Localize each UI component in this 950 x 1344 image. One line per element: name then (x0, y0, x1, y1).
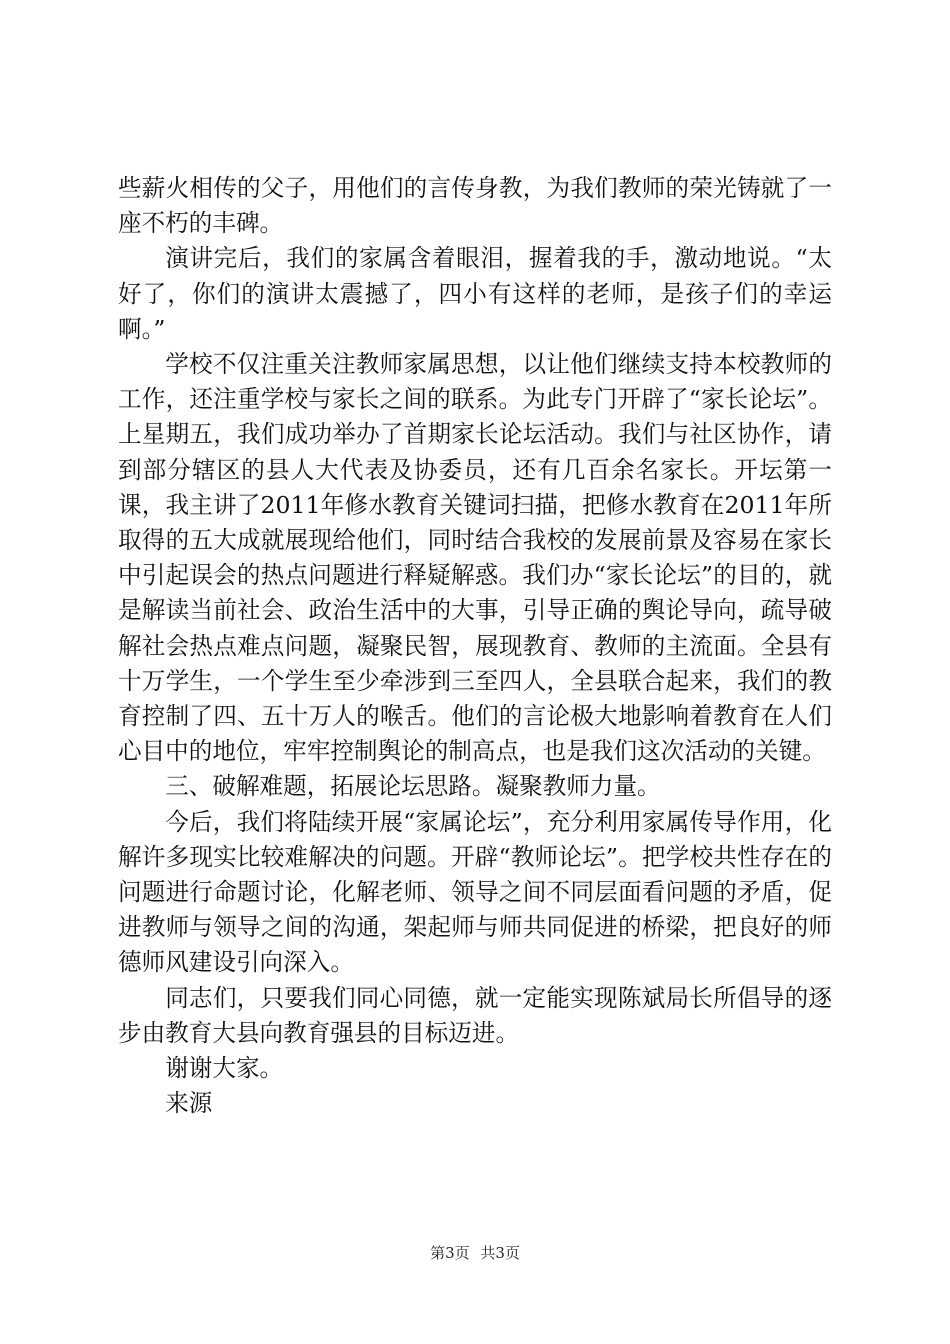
paragraph-3: 学校不仅注重关注教师家属思想，以让他们继续支持本校教师的工作，还注重学校与家长之间的联系。为此专门开辟了“家长论坛”。上星期五，我们成功举办了首期家长论坛活动。我们与社区协作，请到部分辖区的县人大代表及协委员，还有几百余名家长。开坛第一课，我主讲了2011年修水教育关键词扫描，把修水教育在2011年所取得的五大成就展现给他们，同时结合我校的发展前景及容易在家长中引起误会的热点问题进行释疑解惑。我们办“家长论坛”的目的，就是解读当前社会、政治生活中的大事，引导正确的舆论导向，疏导破解社会热点难点问题，凝聚民智，展现教育、教师的主流面。全县有十万学生，一个学生至少牵涉到三至四人，全县联合起来，我们的教育控制了四、五十万人的喉舌。他们的言论极大地影响着教育在人们心目中的地位，牢牢控制舆论的制高点，也是我们这次活动的关键。 (118, 350, 832, 766)
paragraph-4: 今后，我们将陆续开展“家属论坛”，充分利用家属传导作用，化解许多现实比较难解决的问题。开辟“教师论坛”。把学校共性存在的问题进行命题讨论，化解老师、领导之间不同层面看问题的矛盾，促进教师与领导之间的沟通，架起师与师共同促进的桥梁，把良好的师德师风建设引向深入。 (118, 807, 832, 977)
section-heading: 三、破解难题，拓展论坛思路。凝聚教师力量。 (165, 772, 661, 801)
document-body (118, 171, 832, 1121)
page-number-current: 第3页 (430, 1244, 470, 1262)
closing-thanks: 谢谢大家。 (165, 1054, 284, 1083)
page-footer (0, 1242, 950, 1263)
page-number-total: 共3页 (480, 1244, 520, 1262)
paragraph-5: 同志们，只要我们同心同德，就一定能实现陈斌局长所倡导的逐步由教育大县向教育强县的目标迈进。 (118, 983, 832, 1047)
source-label: 来源 (165, 1089, 213, 1118)
paragraph-1: 些薪火相传的父子，用他们的言传身教，为我们教师的荣光铸就了一座不朽的丰碑。 (118, 174, 832, 238)
paragraph-2: 演讲完后，我们的家属含着眼泪，握着我的手，激动地说。“太好了，你们的演讲太震撼了，四小有这样的老师，是孩子们的幸运啊。” (118, 244, 832, 343)
